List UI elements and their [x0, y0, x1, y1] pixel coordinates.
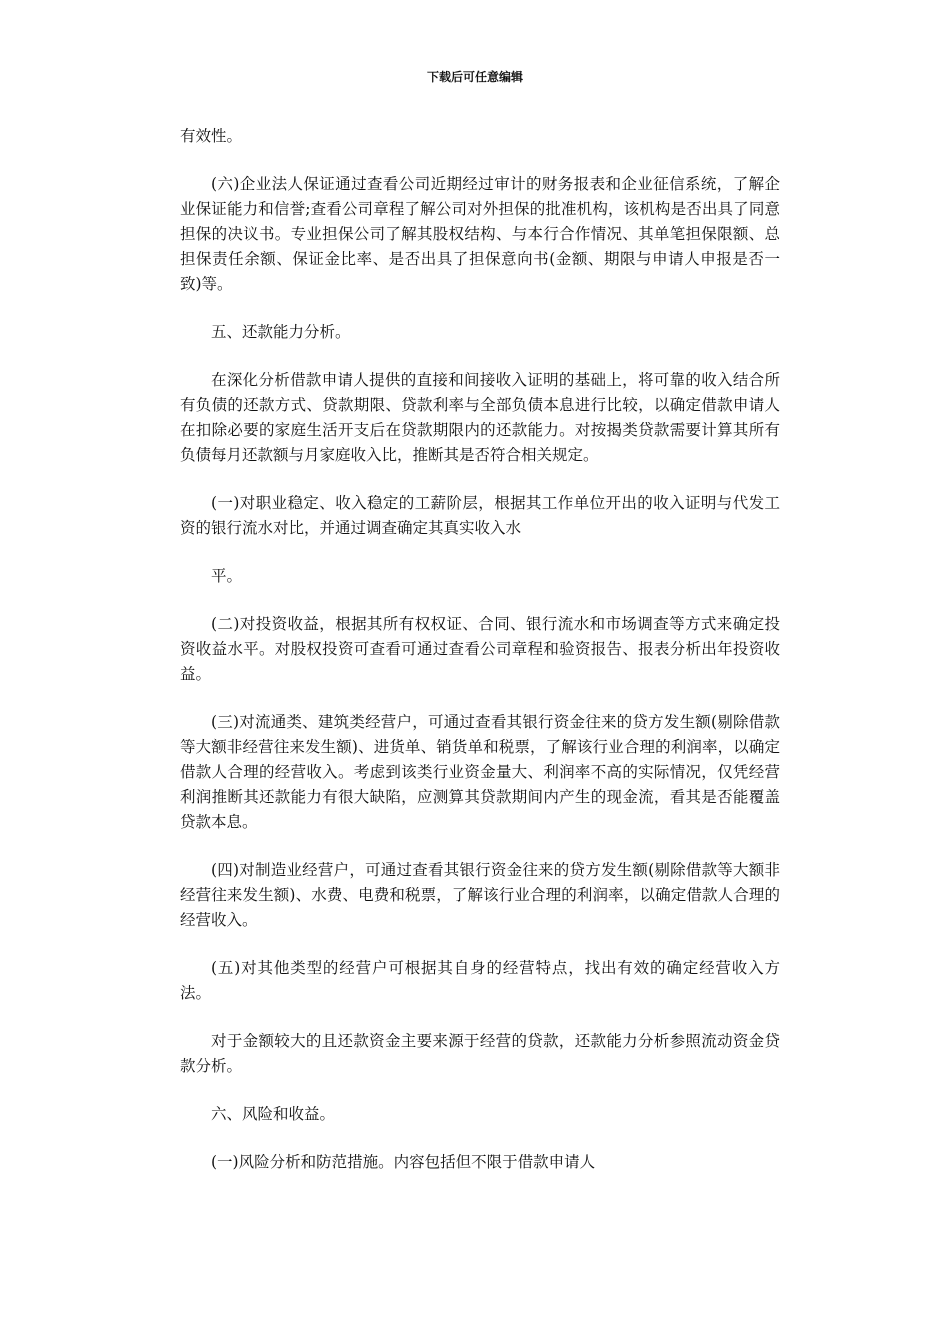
paragraph-item-1-salaried: (一)对职业稳定、收入稳定的工薪阶层，根据其工作单位开出的收入证明与代发工资的银行流水对比，并通过调查确定其真实收入水 — [180, 494, 780, 537]
paragraph-item-3-circulation: (三)对流通类、建筑类经营户，可通过查看其银行资金往来的贷方发生额(剔除借款等大额非经营往来发生额)、进货单、销货单和税票，了解该行业合理的利润率，以确定借款人合理的经营收入。考虑到该类行业资金量大、利润率不高的实际情况，仅凭经营利润推断其还款能力有很大缺陷，应测算其贷款期间内产生的现金流，看其是否能覆盖贷款本息。 — [180, 713, 780, 831]
paragraph-item-2-investment: (二)对投资收益，根据其所有权权证、合同、银行流水和市场调查等方式来确定投资收益水平。对股权投资可查看可通过查看公司章程和验资报告、报表分析出年投资收益。 — [180, 615, 780, 683]
paragraph-item-5-other: (五)对其他类型的经营户可根据其自身的经营特点，找出有效的确定经营收入方法。 — [180, 959, 780, 1002]
paragraph-item-4-manufacturing: (四)对制造业经营户，可通过查看其银行资金往来的贷方发生额(剔除借款等大额非经营往来发生额)、水费、电费和税票，了解该行业合理的利润率，以确定借款人合理的经营收入。 — [180, 861, 780, 929]
paragraph-large-loans: 对于金额较大的且还款资金主要来源于经营的贷款，还款能力分析参照流动资金贷款分析。 — [180, 1032, 780, 1075]
section-heading-risk-return: 六、风险和收益。 — [211, 1105, 336, 1123]
paragraph-risk-item-1: (一)风险分析和防范措施。内容包括但不限于借款申请人 — [211, 1153, 596, 1171]
page-header: 下载后可任意编辑 — [426, 70, 523, 84]
paragraph-item-6-guarantee: (六)企业法人保证通过查看公司近期经过审计的财务报表和企业征信系统，了解企业保证能力和信誉;查看公司章程了解公司对外担保的批准机构，该机构是否出具了同意担保的决议书。专业担保公司了解其股权结构、与本行合作情况、其单笔担保限额、总担保责任余额、保证金比率、是否出具了担保意向书(金额、期限与申请人申报是否一致)等。 — [180, 175, 780, 293]
section-heading-repayment-ability: 五、还款能力分析。 — [211, 323, 351, 341]
paragraph-item-1-continuation: 平。 — [211, 567, 243, 585]
paragraph-continuation: 有效性。 — [180, 127, 243, 145]
paragraph-repayment-intro: 在深化分析借款申请人提供的直接和间接收入证明的基础上，将可靠的收入结合所有负债的还款方式、贷款期限、贷款利率与全部负债本息进行比较，以确定借款申请人在扣除必要的家庭生活开支后在贷款期限内的还款能力。对按揭类贷款需要计算其所有负债每月还款额与月家庭收入比，推断其是否符合相关规定。 — [180, 371, 780, 464]
document-body — [180, 124, 780, 1198]
